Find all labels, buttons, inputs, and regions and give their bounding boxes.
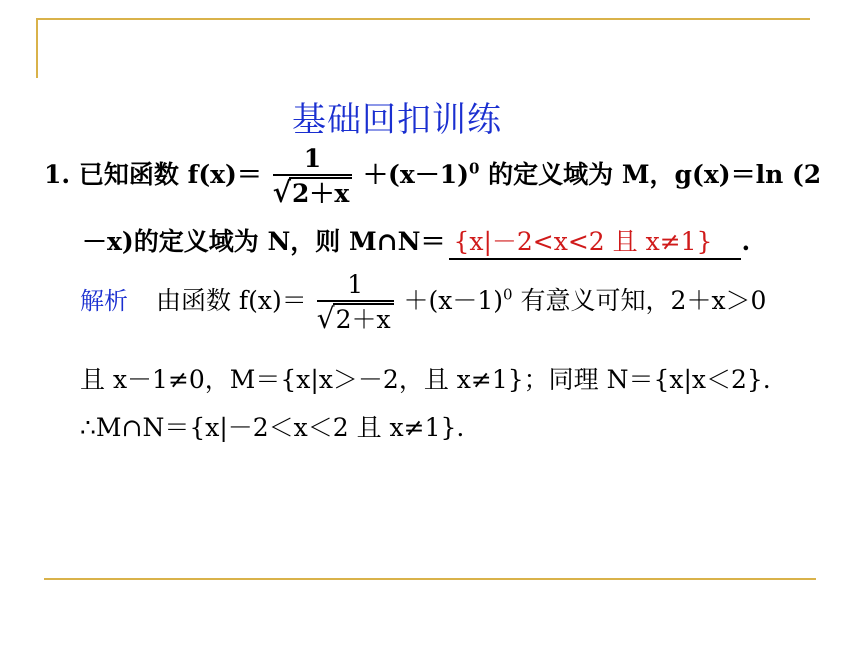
- solution-line1-tail: 有意义可知，2＋x＞0: [520, 286, 767, 315]
- solution-line-1: [80, 272, 766, 333]
- question-pre: 已知函数: [78, 160, 179, 189]
- question-line2-text: －x)的定义域为 N，则 M∩N＝: [82, 227, 446, 256]
- left-rule: [36, 18, 38, 78]
- solution-pre: 由函数 f(x)＝: [155, 286, 307, 315]
- fraction-numerator: 1: [273, 146, 353, 176]
- solution-line-2: 且 x－1≠0，M＝{x|x＞－2，且 x≠1}；同理 N＝{x|x＜2}.: [80, 365, 771, 394]
- question-line1-tail: 的定义域为 M，g(x)＝ln (2: [488, 160, 822, 189]
- question-number: 1: [44, 160, 62, 189]
- fraction-denominator: √2＋x: [317, 302, 394, 333]
- answer-blank: [449, 222, 741, 260]
- sqrt-icon: √: [316, 302, 335, 335]
- top-rule: [38, 18, 810, 20]
- slide-title: 基础回扣训练: [292, 100, 502, 140]
- exponent: 0: [503, 285, 513, 304]
- fraction-numerator: 1: [317, 272, 394, 302]
- question-fraction: [273, 146, 353, 207]
- fraction-denominator: √2＋x: [273, 176, 353, 207]
- sqrt-icon: √: [272, 176, 292, 209]
- solution-line-3: ∴M∩N＝{x|－2＜x＜2 且 x≠1}.: [80, 413, 465, 442]
- solution-fraction: [317, 272, 394, 333]
- answer-text: {x|－2<x<2 且 x≠1}: [453, 227, 713, 256]
- solution-after-fraction: ＋(x－1): [403, 286, 504, 315]
- end-dot: .: [741, 227, 751, 256]
- question-line-2: [82, 222, 750, 260]
- question-after-fraction: ＋(x－1): [363, 160, 470, 189]
- exponent: 0: [469, 159, 480, 178]
- question-fx: f(x)＝: [187, 160, 262, 189]
- question-line-1: 1. 已知函数 f(x)＝ $\frac{1}{√2+x}$ $+(x-1)^0$ 的定义域为 M，g(x)＝ln (2: [44, 144, 822, 209]
- bottom-rule: [44, 578, 816, 580]
- solution-label: 解析: [80, 287, 128, 315]
